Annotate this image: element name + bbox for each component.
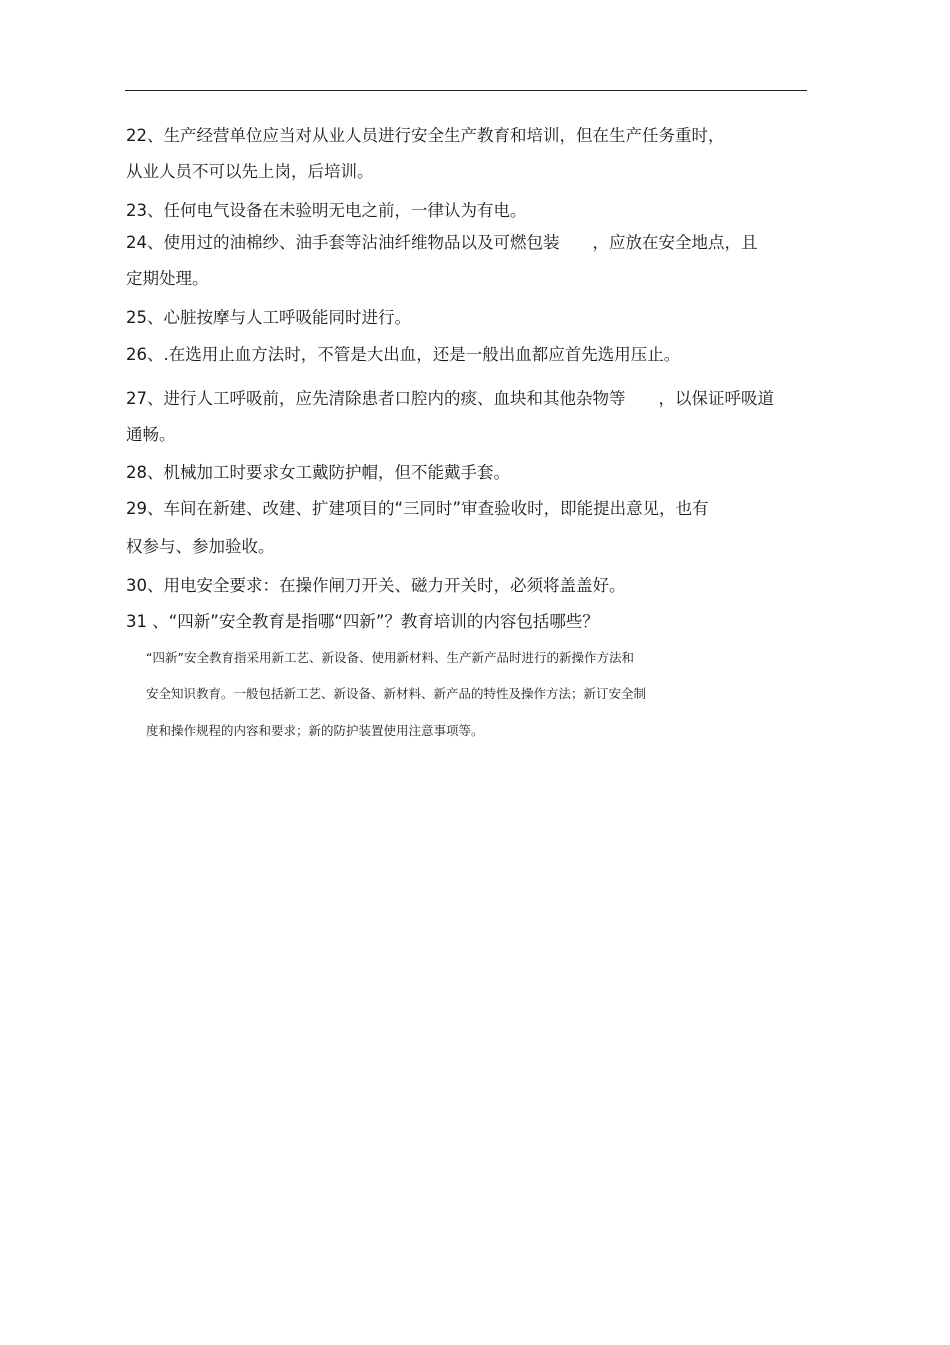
question-24-line-2: 定期处理。 xyxy=(126,269,209,288)
answer-line-3: 度和操作规程的内容和要求；新的防护装置使用注意事项等。 xyxy=(146,723,484,738)
question-29-line-1: 29、车间在新建、改建、扩建项目的“三同时”审查验收时，即能提出意见，也有 xyxy=(126,499,709,518)
question-22-line-2: 从业人员不可以先上岗，后培训。 xyxy=(126,162,374,181)
header-rule xyxy=(125,90,807,91)
question-22-line-1: 22、生产经营单位应当对从业人员进行安全生产教育和培训，但在生产任务重时， xyxy=(126,126,725,145)
question-30-line-1: 30、用电安全要求：在操作闸刀开关、磁力开关时，必须将盖盖好。 xyxy=(126,576,626,595)
question-24-line-1: 24、使用过的油棉纱、油手套等沾油纤维物品以及可燃包装 ，应放在安全地点，且 xyxy=(126,233,758,252)
question-27-line-2: 通畅。 xyxy=(126,425,176,444)
answer-line-1: “四新”安全教育指采用新工艺、新设备、使用新材料、生产新产品时进行的新操作方法和 xyxy=(146,650,634,665)
question-31-line-1: 31 、“四新”安全教育是指哪“四新”？教育培训的内容包括哪些？ xyxy=(126,612,599,631)
question-25-line-1: 25、心脏按摩与人工呼吸能同时进行。 xyxy=(126,308,411,327)
answer-line-2: 安全知识教育。一般包括新工艺、新设备、新材料、新产品的特性及操作方法；新订安全制 xyxy=(146,686,647,701)
question-26-line-1: 26、.在选用止血方法时，不管是大出血，还是一般出血都应首先选用压止。 xyxy=(126,345,681,364)
question-29-line-2: 权参与、参加验收。 xyxy=(126,537,275,556)
question-28-line-1: 28、机械加工时要求女工戴防护帽，但不能戴手套。 xyxy=(126,463,510,482)
question-27-line-1: 27、进行人工呼吸前，应先清除患者口腔内的痰、血块和其他杂物等 ，以保证呼吸道 xyxy=(126,389,774,408)
question-23-line-1: 23、任何电气设备在未验明无电之前，一律认为有电。 xyxy=(126,201,527,220)
